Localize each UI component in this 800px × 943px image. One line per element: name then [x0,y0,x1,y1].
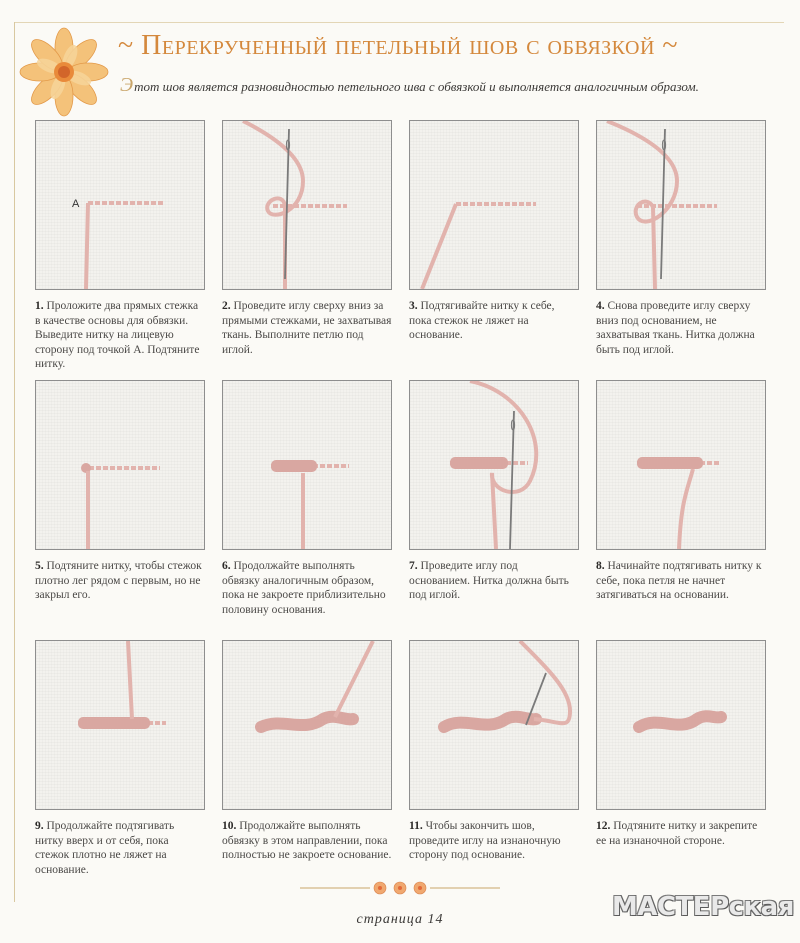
step-5 [35,380,205,603]
step-6-photo [222,380,392,550]
step-2-photo [222,120,392,290]
step-2 [222,120,392,357]
step-9 [35,640,205,877]
footer-ornament [300,878,500,898]
step-6-caption: 6. Продолжайте выполнять обвязку аналогичным образом, пока не закроете приблизительно половину основания. [222,560,386,616]
step-2-caption: 2. Проведите иглу сверху вниз за прямыми стежками, не захватывая ткань. Выполните петлю под иглой. [222,300,392,356]
step-11-caption: 11. Чтобы закончить шов, проведите иглу на изнаночную сторону под основание. [409,820,561,861]
step-6 [222,380,392,617]
page-number: страница 14 [356,912,444,927]
step-10 [222,640,392,863]
step-4-photo [596,120,766,290]
step-10-caption: 10. Продолжайте выполнять обвязку в этом направлении, пока полностью не закроете основание. [222,820,392,861]
step-9-photo [35,640,205,810]
step-7 [409,380,579,603]
step-1-caption: 1. Проложите два прямых стежка в качестве основы для обвязки. Выведите нитку на лицевую сторону под точкой А. Подтяните нитку. [35,300,200,370]
step-4-caption: 4. Снова проведите иглу сверху вниз под основанием, не захватывая ткань. Нитка должна быть под иглой. [596,300,755,356]
step-11-photo [409,640,579,810]
step-9-caption: 9. Продолжайте подтягивать нитку вверх и от себя, пока стежок плотно не ляжет на основание. [35,820,175,876]
intro-text-body: тот шов является разновидностью петельного шва с обвязкой и выполняется аналогичным образом. [134,79,699,94]
step-5-photo [35,380,205,550]
step-12 [596,640,766,848]
step-12-photo [596,640,766,810]
intro-text [120,74,780,97]
flower-logo [18,26,110,118]
step-3-photo [409,120,579,290]
page-title: ~ Перекрученный петельный шов с обвязкой ~ [118,30,679,61]
drop-cap: Э [120,74,134,96]
step-8-caption: 8. Начинайте подтягивать нитку к себе, пока петля не начнет затягиваться на основании. [596,560,762,601]
step-5-caption: 5. Подтяните нитку, чтобы стежок плотно лег рядом с первым, но не закрыл его. [35,560,202,601]
page-border-top [14,22,784,23]
step-12-caption: 12. Подтяните нитку и закрепите ее на изнаночной стороне. [596,820,758,847]
step-8 [596,380,766,603]
watermark: МАСТЕРская [612,892,794,922]
page-border-left [14,22,15,902]
step-11 [409,640,579,863]
step-8-photo [596,380,766,550]
step-7-photo [409,380,579,550]
step-1 [35,120,205,372]
point-a-label: A [72,198,80,210]
step-3 [409,120,579,343]
step-3-caption: 3. Подтягивайте нитку к себе, пока стежок не ляжет на основание. [409,300,555,341]
step-7-caption: 7. Проведите иглу под основанием. Нитка должна быть под иглой. [409,560,569,601]
step-4 [596,120,766,357]
step-1-photo [35,120,205,290]
step-10-photo [222,640,392,810]
